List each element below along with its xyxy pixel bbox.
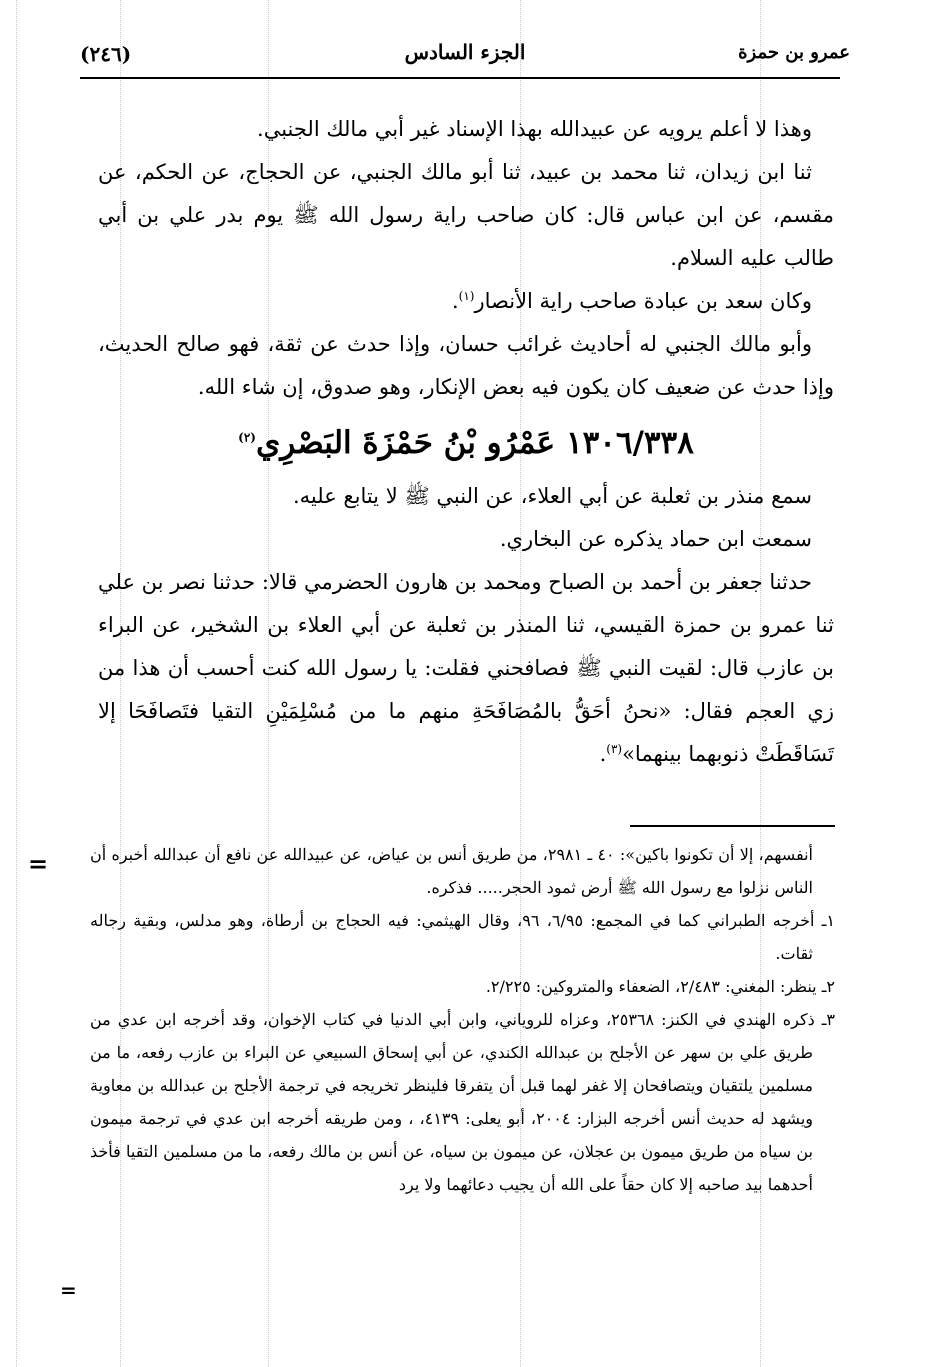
paragraph: وأبو مالك الجنبي له أحاديث غرائب حسان، وإذا حدث عن ثقة، فهو صالح الحديث، وإذا حدث عن ضعيف كان يكون فيه بعض الإنكار، وهو صدوق، إن شاء الله. (98, 332, 834, 399)
entry-title-text: ١٣٠٦/٣٣٨ عَمْرُو بْنُ حَمْزَةَ البَصْرِي (255, 425, 694, 461)
footnote-continuation: أنفسهم، إلا أن تكونوا باكين»: ٤٠ ـ ٢٩٨١، من طريق أنس بن عياض، عن عبيدالله عن نافع أن عبدالله أخبره أن الناس نزلوا مع رسول الله ﷺ أرض ثمود الحجر..... فذكره. (90, 845, 814, 897)
paragraph: سمعت ابن حماد يذكره عن البخاري. (499, 527, 812, 551)
footnote-marker: (١) (458, 289, 475, 303)
page-number: (٢٤٦) (80, 42, 132, 66)
paragraph-text: حدثنا جعفر بن أحمد بن الصباح ومحمد بن هارون الحضرمي قالا: حدثنا نصر بن علي ثنا عمرو بن حمزة القيسي، ثنا المنذر بن ثعلبة عن أبي العلاء بن الشخير، عن البراء بن عازب قال: لقيت النبي ﷺ فصافحني فقلت: يا رسول الله كنت أحسب أن هذا من زي العجم فقال: «نحنُ أحَقُّ بالمُصَافَحَةِ منهم ما من مُسْلِمَيْنِ التقيا فتَصافَحَا إلا تَسَاقَطَتْ ذنوبهما بينهما» (98, 570, 834, 766)
continuation-mark: = (60, 1278, 77, 1302)
paragraph-text: وكان سعد بن عبادة صاحب راية الأنصار (474, 289, 812, 313)
continuation-mark: = (28, 849, 49, 878)
paragraph: وهذا لا أعلم يرويه عن عبيدالله بهذا الإسناد غير أبي مالك الجنبي. (257, 117, 812, 141)
paragraph: سمع منذر بن ثعلبة عن أبي العلاء، عن النبي ﷺ لا يتابع عليه. (293, 484, 812, 508)
header-rule (80, 77, 840, 79)
paragraph: وكان سعد بن عبادة صاحب راية الأنصار$^{(١)}$. (451, 289, 812, 313)
paragraph: حدثنا جعفر بن أحمد بن الصباح ومحمد بن هارون الحضرمي قالا: حدثنا نصر بن علي ثنا عمرو بن حمزة القيسي، ثنا المنذر بن ثعلبة عن أبي العلاء بن الشخير، عن البراء بن عازب قال: لقيت النبي ﷺ فصافحني فقلت: يا رسول الله كنت أحسب أن هذا من زي العجم فقال: «نحنُ أحَقُّ بالمُصَافَحَةِ منهم ما من مُسْلِمَيْنِ التقيا فتَصافَحَا إلا تَسَاقَطَتْ ذنوبهما بينهما»$^{(٣)}$. (98, 570, 834, 766)
paragraph: ثنا ابن زيدان، ثنا محمد بن عبيد، ثنا أبو مالك الجنبي، عن الحجاج، عن الحكم، عن مقسم، عن ابن عباس قال: كان صاحب راية رسول الله ﷺ يوم بدر علي بن أبي طالب عليه السلام. (98, 160, 834, 270)
footnote-item: ١ـ أخرجه الطبراني كما في المجمع: ٦/٩٥، ٩٦، وقال الهيثمي: فيه الحجاج بن أرطاة، وهو مدلس، وبقية رجاله ثقات. (90, 911, 836, 963)
footnote-marker: (٢) (238, 430, 256, 445)
main-text (98, 108, 834, 776)
footnotes (90, 838, 835, 1201)
footnote-item: ٣ـ ذكره الهندي في الكنز: ٢٥٣٦٨، وعزاه للروياني، وابن أبي الدنيا في كتاب الإخوان، وقد أخرجه ابن عدي من طريق علي بن سهر عن الأجلح بن عبدالله الكندي، عن أبي إسحاق السبيعي عن البراء بن عازب رفعه، ما من مسلمين يلتقيان ويتصافحان إلا غفر لهما قبل أن يتفرقا فلينظر تخريجه في ترجمة الأجلح بن عبدالله بن معاوية ويشهد له حديث أنس أخرجه البزار: ٢٠٠٤، أبو يعلى: ٤١٣٩، ، ومن طريقه أخرجه ابن عدي في ترجمة ميمون بن سياه من طريق ميمون بن عجلان، عن ميمون بن سياه، عن أنس بن مالك رفعه، ما من مسلمين التقيا فأخذ أحدهما بيد صاحبه إلا كان حقاً على الله أن يجيب دعائهما ولا يرد (90, 1010, 836, 1194)
entry-heading (98, 417, 834, 469)
footnote-marker: (٣) (606, 742, 623, 756)
part-title: الجزء السادس (404, 40, 526, 64)
page-header (80, 38, 850, 78)
running-title: عمرو بن حمزة (738, 42, 850, 63)
footnote-item: ٢ـ ينظر: المغني: ٢/٤٨٣، الضعفاء والمتروكين: ٢/٢٢٥. (485, 977, 835, 996)
scan-margin-dots (16, 0, 17, 1367)
footnote-rule (630, 825, 835, 827)
